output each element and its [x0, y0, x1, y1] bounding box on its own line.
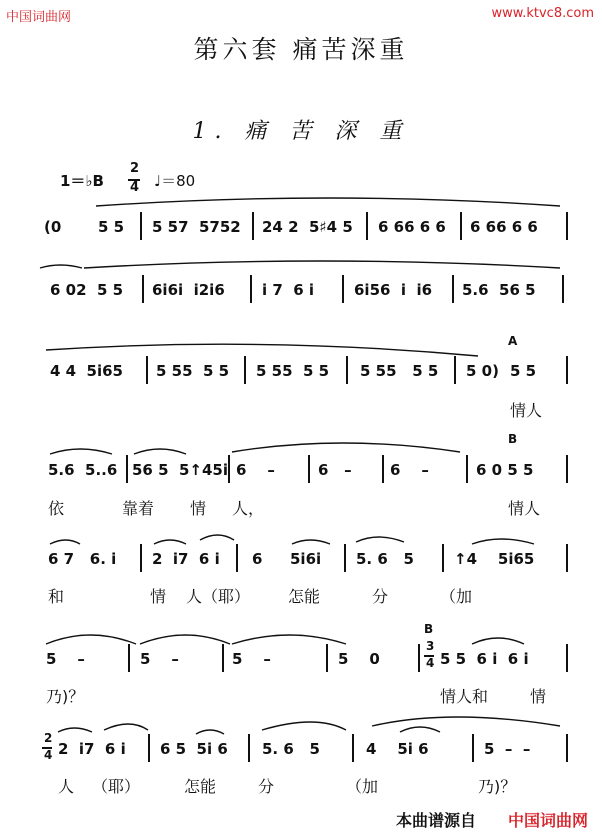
phrase-slur — [46, 635, 136, 644]
note-slur — [400, 727, 440, 732]
row1-measure-1: (0 — [44, 218, 62, 236]
phrase-slur — [140, 635, 230, 644]
note-slur — [232, 443, 460, 452]
time-signature-bottom: 4 — [130, 180, 140, 195]
lyric: 怎能 — [184, 777, 217, 796]
lyric: 分 — [372, 587, 389, 606]
row2-measure-4: 6i56 i i6 — [354, 281, 433, 299]
lyric: 情 — [190, 499, 207, 518]
lyric: 乃)？ — [478, 777, 517, 796]
row4-measure-2: 56 5 5↑45i — [132, 461, 228, 479]
row5-measure-3: 6 — [252, 550, 263, 568]
time-change-top: 3 — [426, 639, 435, 653]
section-mark-b: B — [508, 432, 518, 446]
phrase-slur — [40, 265, 82, 268]
note-slur — [472, 638, 524, 644]
lyric: 靠着 — [122, 499, 155, 518]
row7-measure-3: 5. 6 5 — [262, 740, 320, 758]
time-change-bottom: 4 — [426, 656, 435, 670]
lyric: 情人 — [510, 401, 543, 420]
row3-measure-4: 5 55 5 5 — [360, 362, 439, 380]
row4-measure-3: 6 – — [236, 461, 275, 479]
row3-measure-5: 5 0) — [466, 362, 499, 380]
row5-measure-5: ↑4 5i65 — [454, 550, 535, 568]
footer-label: 本曲谱源自 — [396, 811, 477, 830]
song-title: 1. 痛 苦 深 重 — [192, 119, 410, 144]
row5-measure-4: 5. 6 5 — [356, 550, 414, 568]
row7-measure-5: 5 – – — [484, 740, 531, 758]
note-slur — [104, 724, 148, 730]
row4-measure-1: 5.6 5..6 — [48, 461, 118, 479]
phrase-slur — [372, 717, 560, 726]
phrase-slur — [262, 722, 346, 730]
note-slur — [50, 449, 112, 454]
section-mark-a: A — [508, 334, 518, 348]
row1-measure-5: 6 66 6 6 — [470, 218, 538, 236]
watermark-left: 中国词曲网 — [6, 10, 72, 25]
note-slur — [58, 728, 92, 732]
row6-measure-3: 5 – — [232, 650, 271, 668]
lyric: 乃)？ — [46, 687, 85, 706]
lyric: （加 — [346, 777, 379, 796]
row6-measure-4: 5 0 — [338, 650, 380, 668]
note-slur — [50, 540, 80, 544]
time-change-top: 2 — [44, 731, 53, 745]
row3-measure-1: 4 4 5i65 — [50, 362, 123, 380]
footer-brand[interactable]: 中国词曲网 — [508, 811, 589, 830]
row6-measure-5: 5 5 6 i 6 i — [440, 650, 529, 668]
row4-measure-4: 6 – — [318, 461, 352, 479]
row1-measure-4: 6 66 6 6 — [378, 218, 446, 236]
lyric: 分 — [258, 777, 275, 796]
row4-measure-5: 6 – — [390, 461, 429, 479]
lyric: 情 — [150, 587, 167, 606]
phrase-slur — [46, 344, 478, 356]
row1-measure-1b: 5 5 — [98, 218, 125, 236]
lyric: 怎能 — [288, 587, 321, 606]
row1-measure-3: 24 2 5♯4 5 — [262, 218, 353, 236]
lyric: 情人和 — [440, 687, 489, 706]
row7-measure-4: 4 5i 6 — [366, 740, 429, 758]
row5-measure-3b: 5i6i — [290, 550, 322, 568]
lyric: 情 — [530, 687, 547, 706]
row2-measure-1: 6 02 5 5 — [50, 281, 124, 299]
row2-measure-2: 6i6i i2i6 — [152, 281, 225, 299]
note-slur — [292, 540, 330, 544]
row7-measure-2: 6 5 5i 6 — [160, 740, 228, 758]
note-slur — [196, 730, 224, 734]
row6-measure-1: 5 – — [46, 650, 85, 668]
note-slur — [200, 535, 234, 540]
row1-measure-2: 5 57 5752 — [152, 218, 241, 236]
lyric: 人（耶） — [186, 587, 251, 606]
lyric: 人 — [58, 777, 75, 796]
row3-measure-3: 5 55 5 5 — [256, 362, 330, 380]
row3-measure-6: 5 5 — [510, 362, 537, 380]
lyric: （加 — [440, 587, 473, 606]
watermark-right: www.ktvc8.com — [491, 6, 594, 21]
row6-measure-2: 5 – — [140, 650, 179, 668]
note-slur — [134, 449, 186, 454]
row7-measure-1: 2 i7 6 i — [58, 740, 126, 758]
phrase-slur — [84, 261, 560, 268]
note-slur — [154, 540, 186, 544]
tempo-marking: ♩＝80 — [154, 172, 196, 190]
time-change-bottom: 4 — [44, 748, 53, 762]
key-signature: 1＝♭B — [60, 172, 104, 190]
lyric: 情人 — [508, 499, 541, 518]
note-slur — [356, 537, 404, 542]
lyric: （耶） — [92, 777, 141, 796]
phrase-slur — [96, 198, 560, 206]
lyric: 人， — [232, 499, 265, 518]
row5-measure-2: 2 i7 6 i — [152, 550, 220, 568]
section-mark-b: B — [424, 622, 434, 636]
row4-measure-6: 6 0 5 5 — [476, 461, 534, 479]
lyric: 依 — [48, 499, 65, 518]
suite-title: 第六套 痛苦深重 — [193, 35, 409, 64]
lyric: 和 — [48, 587, 65, 606]
row5-measure-1: 6 7 6. i — [48, 550, 117, 568]
row2-measure-3: i 7 6 i — [262, 281, 315, 299]
row3-measure-2: 5 55 5 5 — [156, 362, 230, 380]
note-slur — [472, 539, 534, 544]
row2-measure-5: 5.6 56 5 — [462, 281, 536, 299]
time-signature-top: 2 — [130, 161, 140, 176]
phrase-slur — [232, 635, 346, 644]
